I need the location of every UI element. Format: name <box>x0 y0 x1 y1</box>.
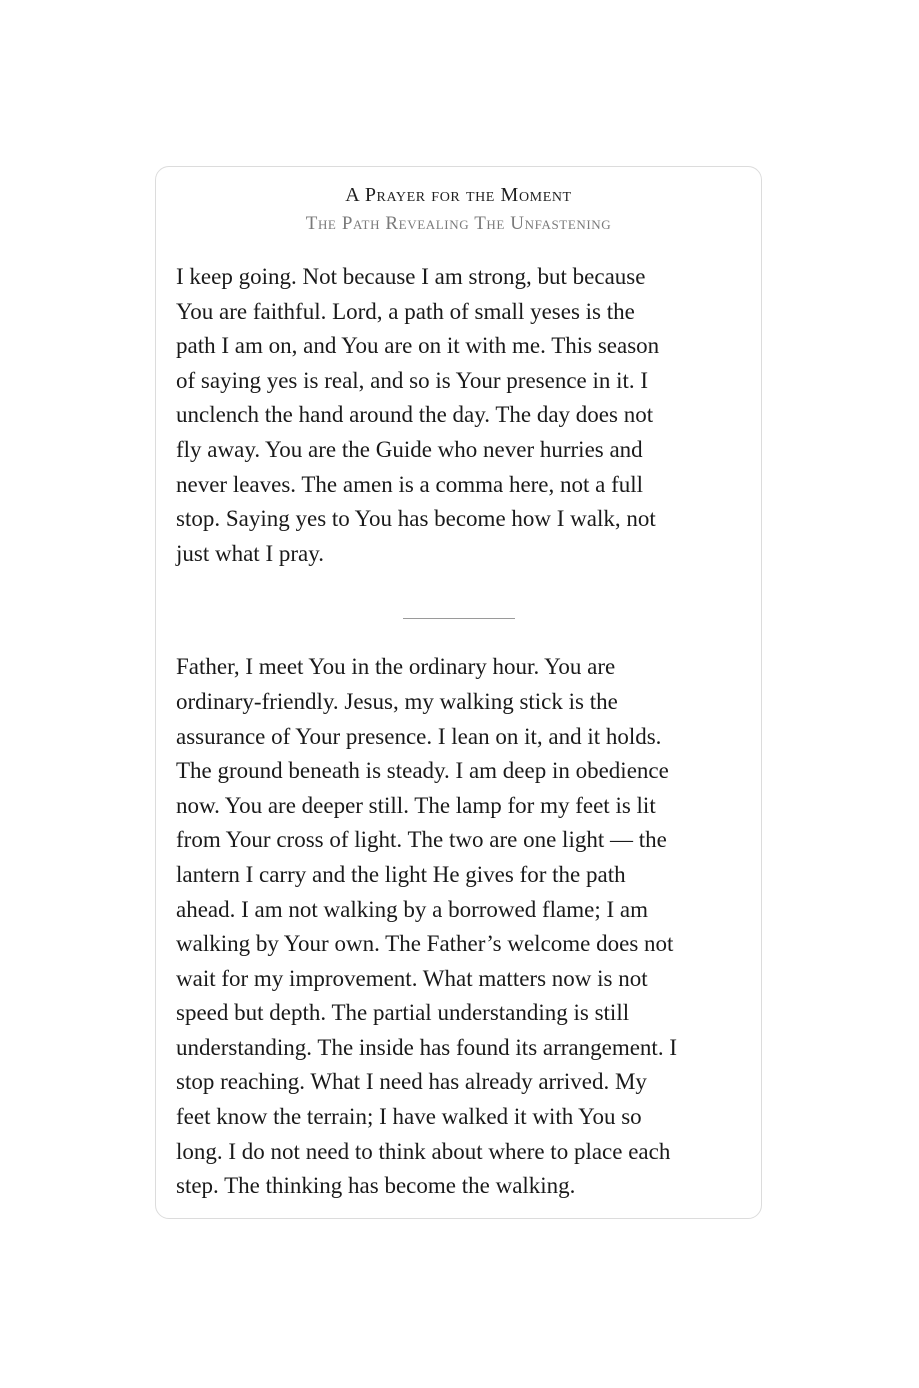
paragraph-line: feet know the terrain; I have walked it with You so <box>176 1104 642 1130</box>
paragraph-line: step. The thinking has become the walking. <box>176 1173 576 1199</box>
paragraph-line: unclench the hand around the day. The day does not <box>176 402 654 428</box>
prayer-subtitle: The Path Revealing The Unfastening <box>305 213 612 234</box>
paragraph-line: now. You are deeper still. The lamp for my feet is lit <box>176 792 656 818</box>
paragraph-line: ahead. I am not walking by a borrowed flame; I am <box>176 896 648 922</box>
paragraph-line: wait for my improvement. What matters now is not <box>176 965 648 991</box>
paragraph-line: Father, I meet You in the ordinary hour. You are <box>176 654 616 680</box>
paragraph-line: long. I do not need to think about where to place each <box>176 1138 671 1164</box>
prayer-title: A Prayer for the Moment <box>345 184 572 206</box>
paragraph-line: The ground beneath is steady. I am deep in obedience <box>176 758 669 784</box>
prayer-paragraph-1 <box>176 260 741 571</box>
paragraph-line: speed but depth. The partial understanding is still <box>176 1000 630 1026</box>
prayer-card <box>155 166 762 1219</box>
paragraph-line: just what I pray. <box>176 540 324 566</box>
paragraph-line: never leaves. The amen is a comma here, not a full <box>176 471 644 497</box>
paragraph-line: stop. Saying yes to You has become how I walk, not <box>176 506 656 532</box>
paragraph-line: You are faithful. Lord, a path of small yeses is the <box>176 298 635 324</box>
paragraph-line: of saying yes is real, and so is Your presence in it. I <box>176 367 649 393</box>
paragraph-line: from Your cross of light. The two are one light — the <box>176 827 667 853</box>
paragraph-line: path I am on, and You are on it with me. This season <box>176 333 660 359</box>
section-divider <box>403 618 515 619</box>
paragraph-line: lantern I carry and the light He gives for the path <box>176 861 626 887</box>
prayer-paragraph-2 <box>176 650 741 1204</box>
paragraph-line: assurance of Your presence. I lean on it, and it holds. <box>176 723 662 749</box>
paragraph-line: fly away. You are the Guide who never hurries and <box>176 436 643 462</box>
paragraph-line: understanding. The inside has found its arrangement. I <box>176 1034 677 1060</box>
paragraph-line: stop reaching. What I need has already arrived. My <box>176 1069 647 1095</box>
paragraph-line: ordinary-friendly. Jesus, my walking stick is the <box>176 688 618 714</box>
paragraph-line: walking by Your own. The Father’s welcome does not <box>176 931 674 957</box>
paragraph-line: I keep going. Not because I am strong, but because <box>176 264 646 289</box>
